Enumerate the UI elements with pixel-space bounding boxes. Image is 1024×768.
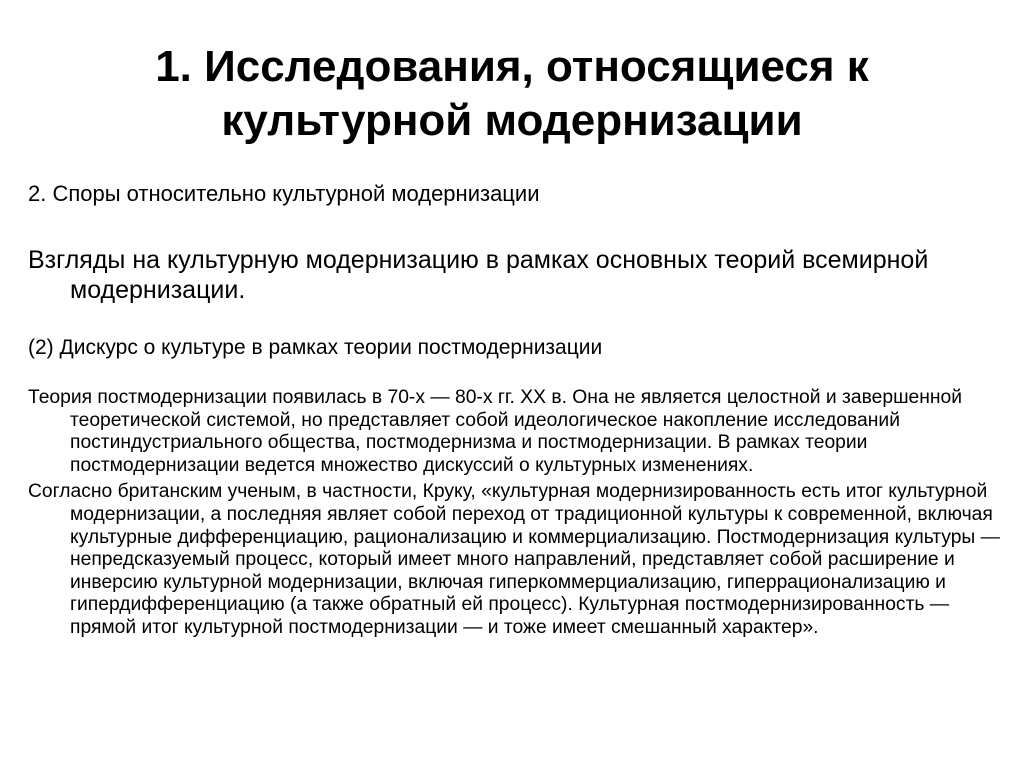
paragraph-crook-quote: Согласно британским ученым, в частности, Круку, «культурная модернизированность есть итог культурной модернизации, а последняя являет собой переход от традиционной культуры к современной, включая культурные дифференциацию, рационализацию и коммерциализацию. Постмодернизация культуры — непредсказуемый процесс, который имеет много направлений, представляет собой расширение и инверсию культурной модернизации, включая гиперкоммерциализацию, гиперрационализацию и гипердифференциацию (а также обратный ей процесс). Культурная постмодернизированность — прямой итог культурной постмодернизации — и тоже имеет смешанный характер». — [28, 481, 1000, 638]
views-text: Взгляды на культурную модернизацию в рамках основных теорий всемирной модернизации. — [28, 246, 929, 304]
subheading-text: 2. Споры относительно культурной модернизации — [28, 181, 540, 206]
paragraph-postmodernization-theory: Теория постмодернизации появилась в 70-х — 80-х гг. XX в. Она не является целостной и завершенной теоретической системой, но представляет собой идеологическое накопление исследований постиндустриального общества, постмодернизма и постмодернизации. В рамках теории постмодернизации ведется множество дискуссий о культурных изменениях. — [28, 387, 963, 476]
discourse-heading: (2) Дискурс о культуре в рамках теории постмодернизации — [28, 336, 603, 359]
slide-title: 1. Исследования, относящиеся к культурной модернизации — [155, 42, 869, 145]
slide-body — [28, 180, 1003, 644]
